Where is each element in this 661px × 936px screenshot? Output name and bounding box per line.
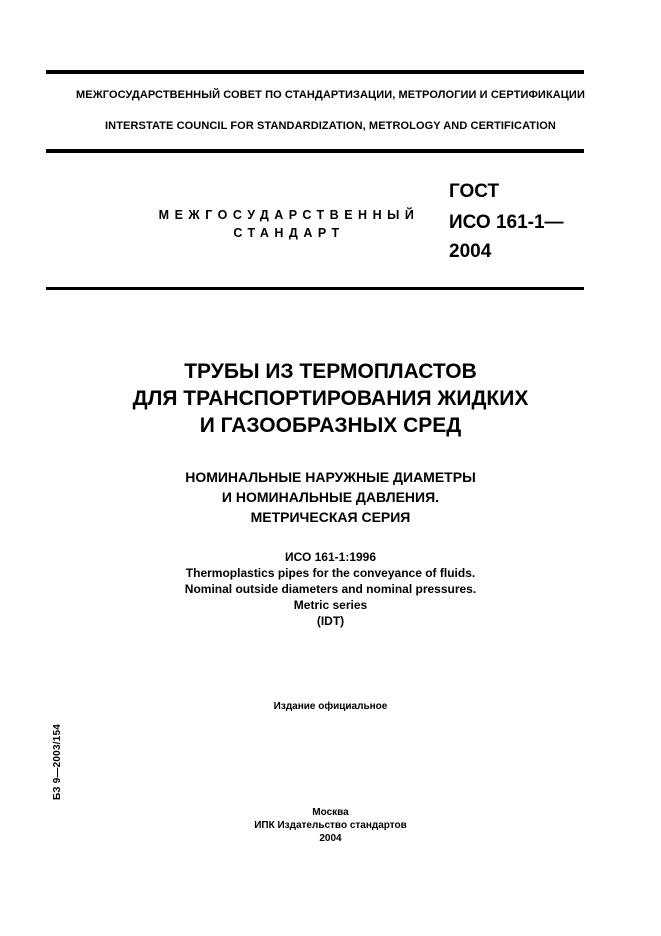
document-title bbox=[0, 358, 661, 439]
standard-kind-line1: МЕЖГОСУДАРСТВЕННЫЙ bbox=[158, 208, 420, 222]
iso-line: Metric series bbox=[293, 598, 368, 612]
iso-reference bbox=[0, 549, 661, 629]
designation-rule bbox=[46, 287, 584, 290]
edition-note: Издание официальное bbox=[273, 701, 388, 712]
gost-designation-line3: 2004 bbox=[449, 241, 492, 262]
title-line: ДЛЯ ТРАНСПОРТИРОВАНИЯ ЖИДКИХ bbox=[132, 387, 529, 410]
document-subtitle bbox=[0, 467, 661, 527]
publisher-year: 2004 bbox=[319, 833, 342, 844]
top-rule bbox=[46, 70, 584, 74]
subtitle-line: НОМИНАЛЬНЫЕ НАРУЖНЫЕ ДИАМЕТРЫ bbox=[185, 469, 476, 485]
publisher-name: ИПК Издательство стандартов bbox=[254, 820, 407, 831]
title-line: И ГАЗООБРАЗНЫХ СРЕД bbox=[199, 414, 462, 437]
gost-designation-line2: ИСО 161-1— bbox=[449, 212, 564, 233]
iso-line: ИСО 161-1:1996 bbox=[284, 550, 377, 564]
subtitle-line: И НОМИНАЛЬНЫЕ ДАВЛЕНИЯ. bbox=[221, 489, 440, 505]
iso-line: Thermoplastics pipes for the conveyance of fluids. bbox=[185, 566, 476, 580]
subtitle-line: МЕТРИЧЕСКАЯ СЕРИЯ bbox=[250, 509, 411, 525]
title-line: ТРУБЫ ИЗ ТЕРМОПЛАСТОВ bbox=[184, 360, 477, 383]
gost-designation-line1: ГОСТ bbox=[449, 181, 500, 202]
council-name-ru: МЕЖГОСУДАРСТВЕННЫЙ СОВЕТ ПО СТАНДАРТИЗАЦИИ, МЕТРОЛОГИИ И СЕРТИФИКАЦИИ bbox=[76, 89, 585, 101]
publisher-city: Москва bbox=[312, 807, 349, 818]
iso-line: (IDT) bbox=[316, 614, 345, 628]
iso-line: Nominal outside diameters and nominal pressures. bbox=[184, 582, 477, 596]
council-name-en: INTERSTATE COUNCIL FOR STANDARDIZATION, METROLOGY AND CERTIFICATION bbox=[105, 120, 556, 132]
header-bottom-rule bbox=[46, 149, 584, 153]
publisher-block bbox=[0, 806, 661, 845]
standard-kind-line2: СТАНДАРТ bbox=[233, 226, 345, 240]
side-registration-note: БЗ 9—2003/154 bbox=[52, 724, 63, 800]
